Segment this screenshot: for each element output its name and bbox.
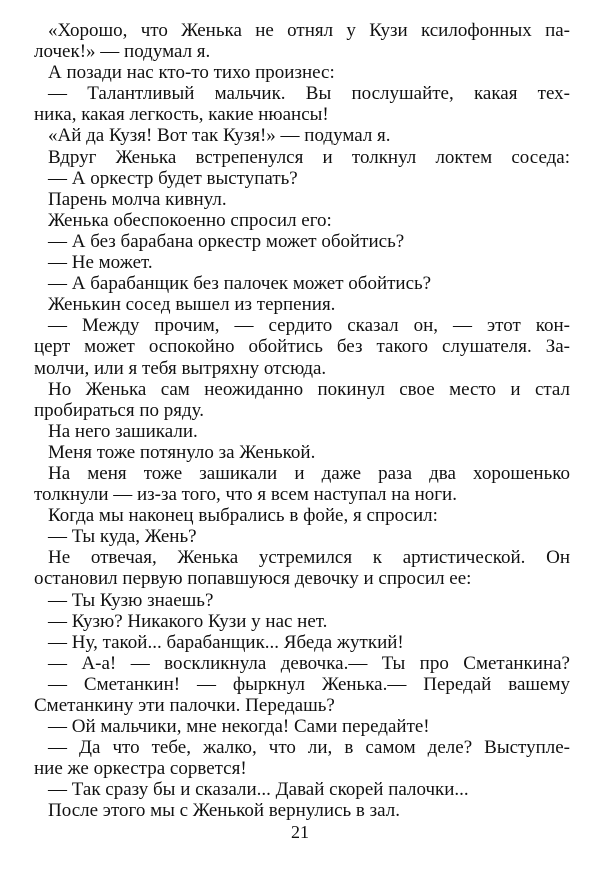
text-line: — Талантливый мальчик. Вы послушайте, какая тех-: [48, 83, 570, 105]
text-line: пробираться по ряду.: [34, 399, 205, 421]
text-line: ние же оркестра сорвется!: [34, 758, 247, 780]
text-line: — А оркестр будет выступать?: [48, 167, 298, 189]
text-line: — А барабанщик без палочек может обойтись?: [48, 273, 432, 295]
text-line: На него зашикали.: [48, 420, 198, 442]
text-line: После этого мы с Женькой вернулись в зал.: [48, 800, 400, 822]
text-line: — А-а! — воскликнула девочка.— Ты про Сметанкина?: [48, 652, 570, 674]
text-line: «Ай да Кузя! Вот так Кузя!» — подумал я.: [48, 125, 391, 147]
page-body: [34, 20, 570, 822]
text-line: Когда мы наконец выбрались в фойе, я спросил:: [48, 505, 438, 527]
text-line: остановил первую попавшуюся девочку и спросил ее:: [34, 568, 472, 590]
text-line: — Так сразу бы и сказали... Давай скорей палочки...: [48, 779, 469, 801]
text-line: церт может оспокойно обойтись без такого слушателя. За-: [34, 336, 570, 358]
text-line: — Ой мальчики, мне некогда! Сами передайте!: [48, 716, 430, 738]
text-line: Женькин сосед вышел из терпения.: [48, 294, 336, 316]
text-line: — Ты куда, Жень?: [48, 526, 197, 548]
page-number: 21: [291, 822, 309, 842]
text-line: — Не может.: [48, 252, 153, 274]
text-line: На меня тоже зашикали и даже раза два хорошенько: [48, 462, 570, 484]
text-line: — Ты Кузю знаешь?: [48, 589, 214, 611]
text-line: ника, какая легкость, какие нюансы!: [34, 104, 329, 126]
text-line: — Между прочим, — сердито сказал он, — этот кон-: [48, 315, 570, 337]
text-line: лочек!» — подумал я.: [34, 41, 211, 63]
text-line: — Сметанкин! — фыркнул Женька.— Передай вашему: [48, 673, 570, 695]
text-line: Женька обеспокоенно спросил его:: [48, 209, 332, 231]
text-line: — А без барабана оркестр может обойтись?: [48, 230, 405, 252]
text-line: «Хорошо, что Женька не отнял у Кузи ксилофонных па-: [48, 20, 570, 41]
text-line: — Да что тебе, жалко, что ли, в самом деле? Выступле-: [48, 737, 570, 759]
text-line: Меня тоже потянуло за Женькой.: [48, 441, 316, 463]
text-line: — Ну, такой... барабанщик... Ябеда жуткий!: [48, 631, 404, 653]
text-line: — Кузю? Никакого Кузи у нас нет.: [48, 610, 328, 632]
text-line: Сметанкину эти палочки. Передашь?: [34, 695, 335, 716]
text-line: Парень молча кивнул.: [48, 188, 227, 210]
text-line: толкнули — из-за того, что я всем наступал на ноги.: [34, 484, 457, 506]
text-line: Вдруг Женька встрепенулся и толкнул локтем соседа:: [48, 146, 570, 168]
text-line: Но Женька сам неожиданно покинул свое место и стал: [48, 378, 570, 400]
text-line: А позади нас кто-то тихо произнес:: [48, 62, 335, 84]
text-line: молчи, или я тебя вытряхну отсюда.: [34, 357, 327, 379]
text-line: Не отвечая, Женька устремился к артистической. Он: [48, 547, 570, 569]
